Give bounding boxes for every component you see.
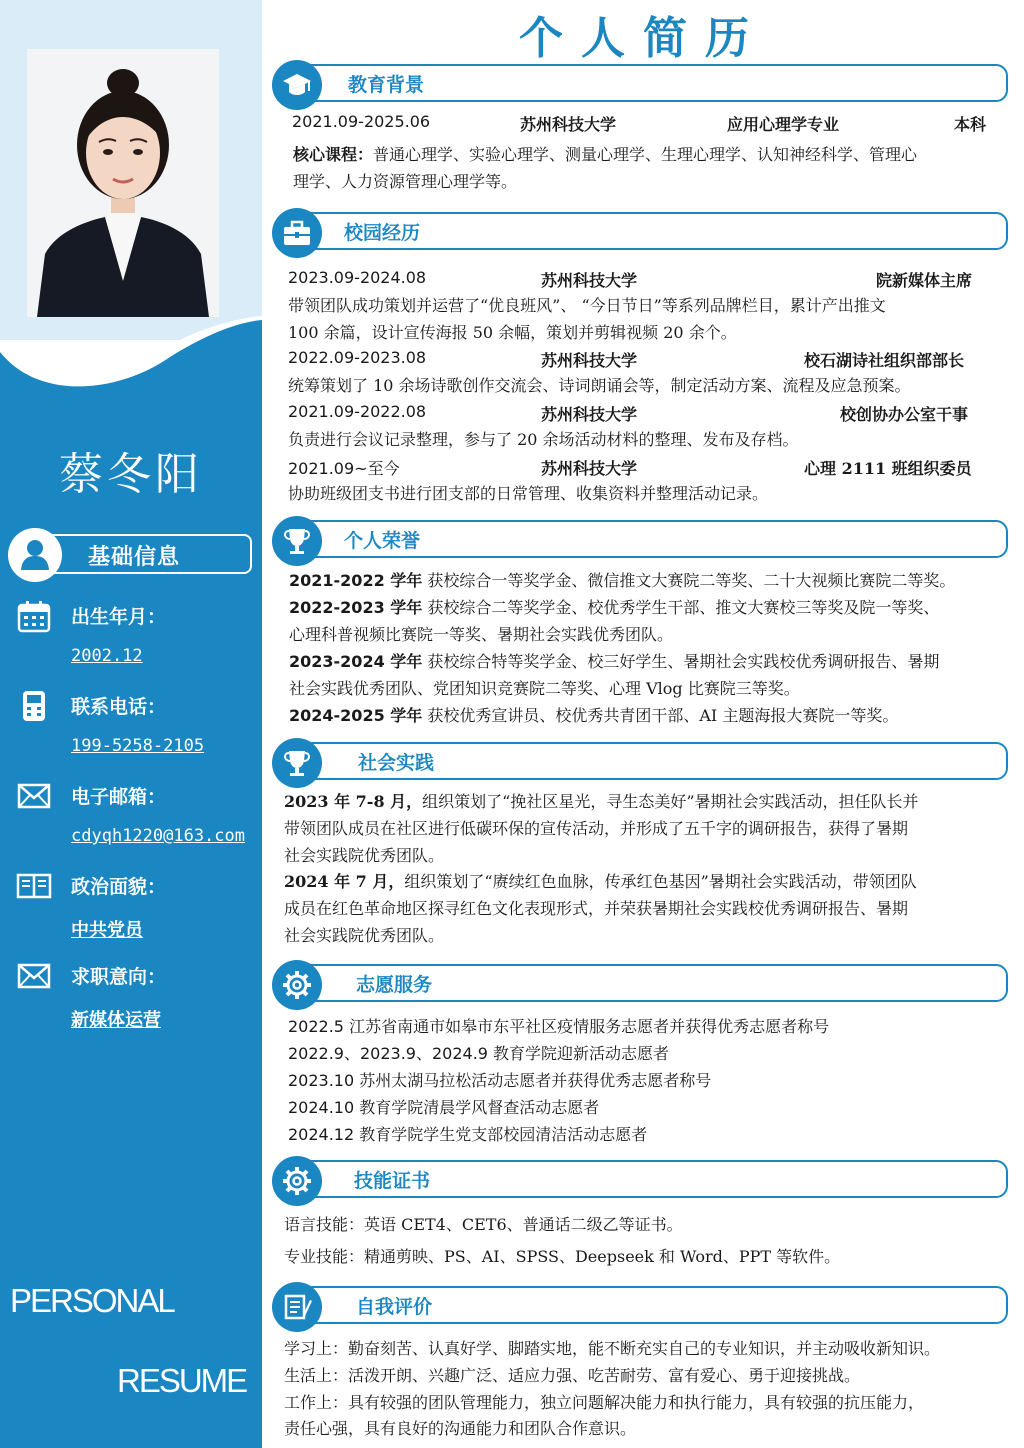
- campus-1-line0: 统筹策划了 10 余场诗歌创作交流会、诗词朗诵会等，制定活动方案、流程及应急预案。: [288, 376, 911, 395]
- honor-text: 获校综合一等奖学金、微信推文大赛院二等奖、二十大视频比赛院二等奖。: [422, 571, 956, 590]
- volunteer-line-1: [288, 1040, 669, 1067]
- section-title: 志愿服务: [356, 974, 433, 996]
- profile-photo: [27, 49, 219, 317]
- heading-circle: [272, 738, 322, 788]
- honor-line-4: 社会实践优秀团队、党团知识竞赛院二等奖、心理 Vlog 比赛院三等奖。: [289, 679, 800, 698]
- practice-line-4: 成员在红色革命地区探寻红色文化表现形式，并荣获暑期社会实践校优秀调研报告、暑期: [284, 899, 909, 918]
- honor-line-1: [289, 594, 939, 621]
- practice-line-2: 社会实践院优秀团队。: [284, 846, 445, 865]
- honor-line-2: 心理科普视频比赛院一等奖、暑期社会实践优秀团队。: [289, 625, 674, 644]
- edu-major: 应用心理学专业: [727, 115, 840, 134]
- basic-info-heading: [8, 528, 252, 576]
- practice-lead: 2024 年 7 月，: [284, 872, 405, 891]
- volunteer-text: 江苏省南通市如皋市东平社区疫情服务志愿者并获得优秀志愿者称号: [343, 1017, 830, 1036]
- notepad-icon: [281, 1291, 313, 1323]
- volunteer-date: 2022.9、2023.9、2024.9: [288, 1044, 488, 1063]
- heading-circle: [8, 528, 62, 582]
- practice-line-0: [284, 788, 919, 815]
- honor-text: 获校优秀宣讲员、校优秀共青团干部、AI 主题海报大赛院一等奖。: [422, 706, 899, 725]
- campus-0-period: 2023.09-2024.08: [288, 268, 427, 287]
- section-campus-heading: [272, 208, 1012, 256]
- heading-circle: [272, 208, 322, 258]
- book-icon: [16, 868, 52, 904]
- graduation-cap-icon: [281, 69, 313, 101]
- campus-2-line0: 负责进行会议记录整理，参与了 20 余场活动材料的整理、发布及存档。: [288, 430, 799, 449]
- volunteer-line-4: [288, 1121, 647, 1148]
- volunteer-text: 苏州太湖马拉松活动志愿者并获得优秀志愿者称号: [354, 1071, 712, 1090]
- english-personal: PERSONAL: [10, 1282, 174, 1319]
- campus-3-role: 心理 2111 班组织委员: [804, 459, 972, 478]
- courses-label: 核心课程：: [293, 145, 374, 164]
- section-education-heading: [272, 60, 1012, 108]
- honor-year: 2023-2024 学年: [289, 652, 423, 671]
- edu-degree: 本科: [954, 115, 987, 134]
- volunteer-text: 教育学院清晨学风督查活动志愿者: [354, 1098, 600, 1117]
- heading-circle: [272, 1156, 322, 1206]
- honor-year: 2021-2022 学年: [289, 571, 423, 590]
- politics-label: 政治面貌：: [71, 876, 167, 898]
- intent-label: 求职意向：: [71, 966, 167, 988]
- edu-school: 苏州科技大学: [520, 115, 617, 134]
- honor-line-0: [289, 567, 955, 594]
- portrait-illustration: [27, 49, 219, 317]
- self-eval-line-1: 生活上：活泼开朗、兴趣广泛、适应力强、吃苦耐劳、富有爱心、勇于迎接挑战。: [284, 1366, 861, 1385]
- basic-info-title: 基础信息: [88, 545, 181, 570]
- politics-value: 中共党员: [71, 920, 143, 941]
- mail-icon: [16, 778, 52, 814]
- volunteer-line-0: [288, 1013, 829, 1040]
- practice-lead: 2023 年 7-8 月，: [284, 792, 423, 811]
- birth-label: 出生年月：: [71, 606, 167, 628]
- english-resume: RESUME: [117, 1362, 247, 1399]
- volunteer-date: 2024.10: [288, 1098, 355, 1117]
- campus-0-org: 苏州科技大学: [541, 271, 638, 290]
- edu-period: 2021.09-2025.06: [292, 112, 431, 131]
- volunteer-line-3: [288, 1094, 599, 1121]
- skill-line-1: 专业技能：精通剪映、PS、AI、SPSS、Deepseek 和 Word、PPT 等软件。: [284, 1247, 841, 1266]
- practice-line-5: 社会实践院优秀团队。: [284, 926, 445, 945]
- campus-3-org: 苏州科技大学: [541, 459, 638, 478]
- section-honors-heading: [272, 516, 1012, 564]
- email-value[interactable]: cdyqh1220@163.com: [71, 826, 245, 846]
- volunteer-date: 2022.5: [288, 1017, 344, 1036]
- trophy-icon: [281, 525, 313, 557]
- campus-2-role: 校创协办公室干事: [840, 405, 969, 424]
- honor-text: 获校综合特等奖学金、校三好学生、暑期社会实践校优秀调研报告、暑期: [422, 652, 940, 671]
- honor-year: 2024-2025 学年: [289, 706, 423, 725]
- campus-2-period: 2021.09-2022.08: [288, 402, 427, 421]
- honor-line-3: [289, 648, 939, 675]
- honor-line-5: [289, 702, 898, 729]
- volunteer-date: 2023.10: [288, 1071, 355, 1090]
- skill-line-0: 语言技能：英语 CET4、CET6、普通话二级乙等证书。: [284, 1215, 683, 1234]
- self-eval-line-3: 责任心强，具有良好的沟通能力和团队合作意识。: [284, 1419, 637, 1438]
- campus-3-period: 2021.09~至今: [288, 459, 400, 478]
- birth-value: 2002.12: [71, 646, 143, 666]
- section-self-eval-heading: [272, 1282, 1012, 1330]
- user-icon: [8, 528, 62, 582]
- sidebar: [0, 0, 262, 1448]
- trophy-icon: [281, 747, 313, 779]
- phone-value[interactable]: 199-5258-2105: [71, 736, 205, 756]
- practice-text: 组织策划了“挽社区星光，寻生态美好”暑期社会实践活动，担任队长并: [422, 792, 919, 811]
- phone-label: 联系电话：: [71, 696, 167, 718]
- campus-0-role: 院新媒体主席: [876, 271, 973, 290]
- section-title: 教育背景: [348, 74, 425, 96]
- campus-1-period: 2022.09-2023.08: [288, 348, 427, 367]
- section-title: 校园经历: [344, 222, 421, 244]
- section-title: 自我评价: [356, 1296, 433, 1318]
- phone-icon: [16, 688, 52, 724]
- campus-1-role: 校石湖诗社组织部部长: [804, 351, 965, 370]
- section-skills-heading: [272, 1156, 1012, 1204]
- heading-circle: [272, 516, 322, 566]
- campus-3-line0: 协助班级团支书进行团支部的日常管理、收集资料并整理活动记录。: [288, 484, 769, 503]
- self-eval-line-0: 学习上：勤奋刻苦、认真好学、脚踏实地，能不断充实自己的专业知识，并主动吸收新知识。: [284, 1339, 941, 1358]
- volunteer-line-2: [288, 1067, 711, 1094]
- heading-circle: [272, 1282, 322, 1332]
- heading-circle: [272, 960, 322, 1010]
- volunteer-text: 教育学院迎新活动志愿者: [487, 1044, 670, 1063]
- honor-year: 2022-2023 学年: [289, 598, 423, 617]
- mail-icon: [16, 958, 52, 994]
- campus-1-org: 苏州科技大学: [541, 351, 638, 370]
- self-eval-line-2: 工作上：具有较强的团队管理能力，独立问题解决能力和执行能力，具有较强的抗压能力，: [284, 1393, 925, 1412]
- section-title: 技能证书: [354, 1170, 431, 1192]
- volunteer-date: 2024.12: [288, 1125, 355, 1144]
- person-name: 蔡冬阳: [59, 449, 203, 500]
- calendar-icon: [16, 598, 52, 634]
- volunteer-text: 教育学院学生党支部校园清洁活动志愿者: [354, 1125, 648, 1144]
- gear-icon: [281, 1165, 313, 1197]
- campus-0-line1: 100 余篇，设计宣传海报 50 余幅，策划并剪辑视频 20 余个。: [288, 323, 737, 342]
- honor-text: 获校综合二等奖学金、校优秀学生干部、推文大赛校三等奖及院一等奖、: [422, 598, 940, 617]
- courses-text: 普通心理学、实验心理学、测量心理学、生理心理学、认知神经科学、管理心: [373, 145, 918, 164]
- gear-icon: [281, 969, 313, 1001]
- section-title: 社会实践: [358, 752, 435, 774]
- briefcase-icon: [281, 217, 313, 249]
- page-title: 个人简历: [519, 13, 767, 64]
- practice-line-3: [284, 868, 917, 895]
- campus-0-line0: 带领团队成功策划并运营了“优良班风”、 “今日节日”等系列品牌栏目，累计产出推文: [288, 296, 886, 315]
- heading-circle: [272, 60, 322, 110]
- section-title: 个人荣誉: [344, 530, 421, 552]
- practice-line-1: 带领团队成员在社区进行低碳环保的宣传活动，并形成了五千字的调研报告，获得了暑期: [284, 819, 909, 838]
- section-volunteer-heading: [272, 960, 1012, 1008]
- section-practice-heading: [272, 738, 1012, 786]
- edu-courses-line1: [293, 141, 917, 168]
- campus-2-org: 苏州科技大学: [541, 405, 638, 424]
- email-label: 电子邮箱：: [71, 786, 167, 808]
- intent-value: 新媒体运营: [71, 1010, 161, 1031]
- edu-courses-line2: 理学、人力资源管理心理学等。: [293, 172, 518, 191]
- practice-text: 组织策划了“赓续红色血脉，传承红色基因”暑期社会实践活动，带领团队: [404, 872, 917, 891]
